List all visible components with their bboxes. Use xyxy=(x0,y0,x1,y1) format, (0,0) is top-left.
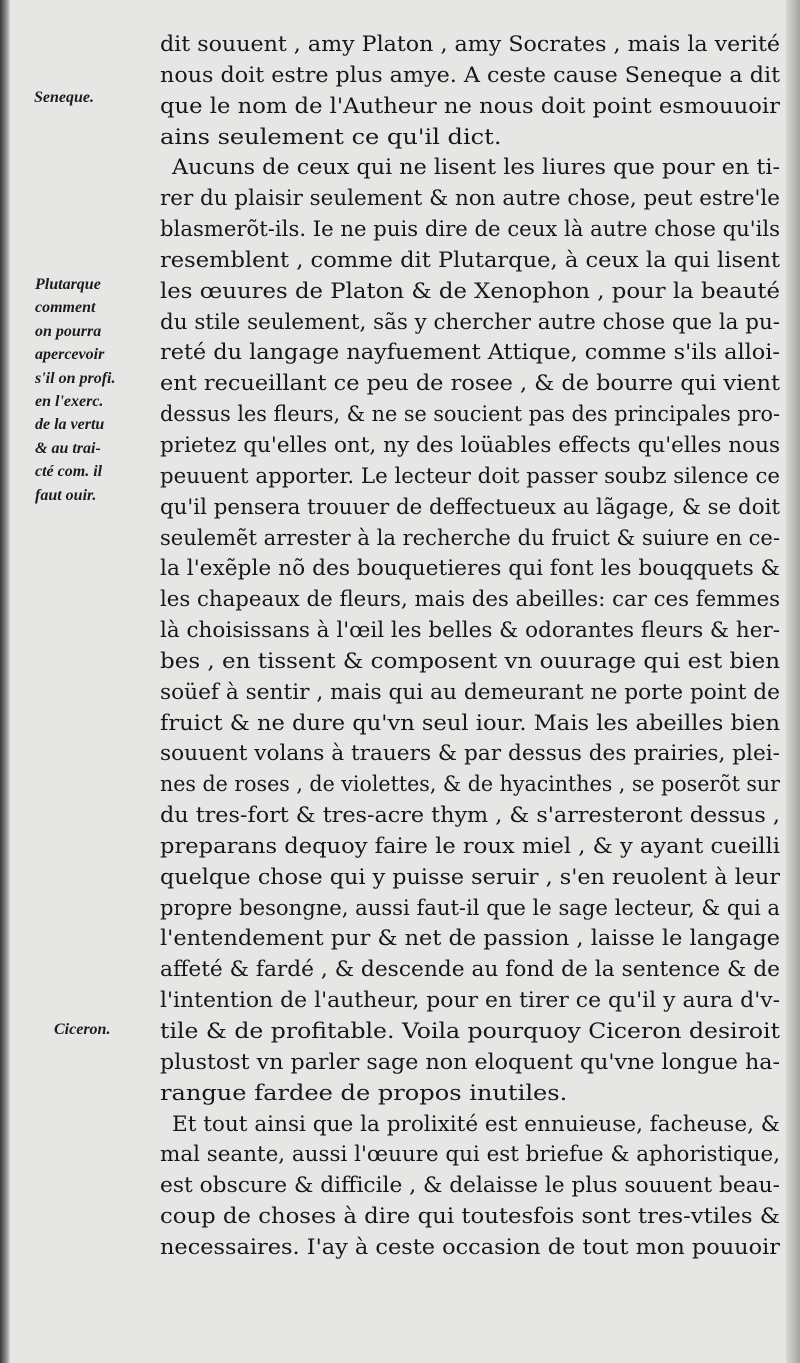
text-line: dit souuent , amy Platon , amy Socrates , mais la verité xyxy=(160,32,780,57)
text-line: plustost vn parler sage non eloquent qu'vne longue ha- xyxy=(160,1049,780,1075)
text-line: resemblent , comme dit Plutarque, à ceux la qui lisent xyxy=(160,247,780,273)
margin-note-line: Plutarque xyxy=(35,276,101,293)
text-line: Aucuns de ceux qui ne lisent les liures que pour en ti- xyxy=(172,155,780,181)
text-line: ent recueillant ce peu de rosee , & de bourre qui vient xyxy=(160,371,780,397)
text-line: là choisissans à l'œil les belles & odorantes fleurs & her- xyxy=(160,618,780,644)
margin-note-ciceron xyxy=(54,1018,110,1041)
text-line: rangue fardee de propos inutiles. xyxy=(160,1080,568,1106)
text-line: Et tout ainsi que la prolixité est ennuieuse, facheuse, & xyxy=(172,1111,780,1137)
margin-note-line: Seneque. xyxy=(34,89,94,106)
text-line: du stile seulement, sãs y chercher autre chose que la pu- xyxy=(160,309,780,335)
text-line: ains seulement ce qu'il dict. xyxy=(160,124,502,150)
margin-note-line: s'il on profi. xyxy=(35,369,116,387)
margin-note-seneque xyxy=(34,86,94,109)
text-line: qu'il pensera trouuer de deffectueux au lãgage, & se doit xyxy=(160,494,780,520)
text-line: que le nom de l'Autheur ne nous doit point esmouuoir xyxy=(160,93,780,119)
text-line: du tres-fort & tres-acre thym , & s'arresteront dessus , xyxy=(160,803,780,829)
text-line: peuuent apporter. Le lecteur doit passer soubz silence ce xyxy=(160,463,780,489)
text-line: l'intention de l'autheur, pour en tirer ce qu'il y aura d'v- xyxy=(160,988,780,1014)
text-line: les œuures de Platon & de Xenophon , pour la beauté xyxy=(160,278,780,304)
text-line: propre besongne, aussi faut-il que le sage lecteur, & qui a xyxy=(160,895,780,921)
text-line: souuent volans à trauers & par dessus des prairies, plei- xyxy=(160,741,780,767)
text-line: quelque chose qui y puisse seruir , s'en reuolent à leur xyxy=(160,864,780,890)
margin-note-line: cté com. il xyxy=(35,463,103,481)
text-line: les chapeaux de fleurs, mais des abeilles: car ces femmes xyxy=(160,587,780,613)
text-line: reté du langage nayfuement Attique, comme s'ils alloi- xyxy=(160,340,780,366)
text-line: soüef à sentir , mais qui au demeurant ne porte point de xyxy=(160,679,780,705)
margin-note-line: en l'exerc. xyxy=(35,392,104,410)
margin-note-line: de la vertu xyxy=(35,416,105,434)
margin-note-line: Ciceron. xyxy=(54,1021,111,1038)
text-line: seulemẽt arrester à la recherche du fruict & suiure en ce- xyxy=(160,525,780,551)
text-line: affeté & fardé , & descende au fond de la sentence & de xyxy=(160,957,780,983)
text-line: bes , en tissent & composent vn ouurage qui est bien xyxy=(160,648,780,674)
text-line: rer du plaisir seulement & non autre chose, peut estre'le xyxy=(160,186,780,212)
margin-note-line: comment xyxy=(35,299,96,317)
text-line: nes de roses , de violettes, & de hyacinthes , se poserõt sur xyxy=(160,772,780,798)
text-line: mal seante, aussi l'œuure qui est briefue & aphoristique, xyxy=(160,1142,780,1168)
text-line: dessus les fleurs, & ne se soucient pas des principales pro- xyxy=(160,402,780,428)
body-text xyxy=(160,30,780,1264)
text-line: blasmerõt-ils. Ie ne puis dire de ceux là autre chose qu'ils xyxy=(160,217,780,243)
text-line: necessaires. I'ay à ceste occasion de tout mon pouuoir xyxy=(160,1234,780,1260)
margin-note-line: faut ouir. xyxy=(35,486,97,504)
text-line: preparans dequoy faire le roux miel , & y ayant cueilli xyxy=(160,833,780,859)
text-line: est obscure & difficile , & delaisse le plus souuent beau- xyxy=(160,1173,780,1199)
text-line: la l'exẽple nõ des bouquetieres qui font les bouqquets & xyxy=(160,556,780,582)
text-line: nous doit estre plus amye. A ceste cause Seneque a dit xyxy=(160,62,780,88)
text-line: fruict & ne dure qu'vn seul iour. Mais les abeilles bien xyxy=(160,710,780,736)
margin-note-line: & au trai- xyxy=(35,439,101,457)
text-line: tile & de profitable. Voila pourquoy Ciceron desiroit xyxy=(160,1019,780,1044)
margin-note-line: apercevoir xyxy=(35,346,105,364)
margin-note-line: on pourra xyxy=(35,322,102,340)
text-line: coup de choses à dire qui toutesfois sont tres-vtiles & xyxy=(160,1204,780,1230)
text-line: l'entendement pur & net de passion , laisse le langage xyxy=(160,926,780,952)
margin-note-plutarque xyxy=(35,273,115,507)
text-line: prietez qu'elles ont, ny des loüables effects qu'elles nous xyxy=(160,432,780,458)
